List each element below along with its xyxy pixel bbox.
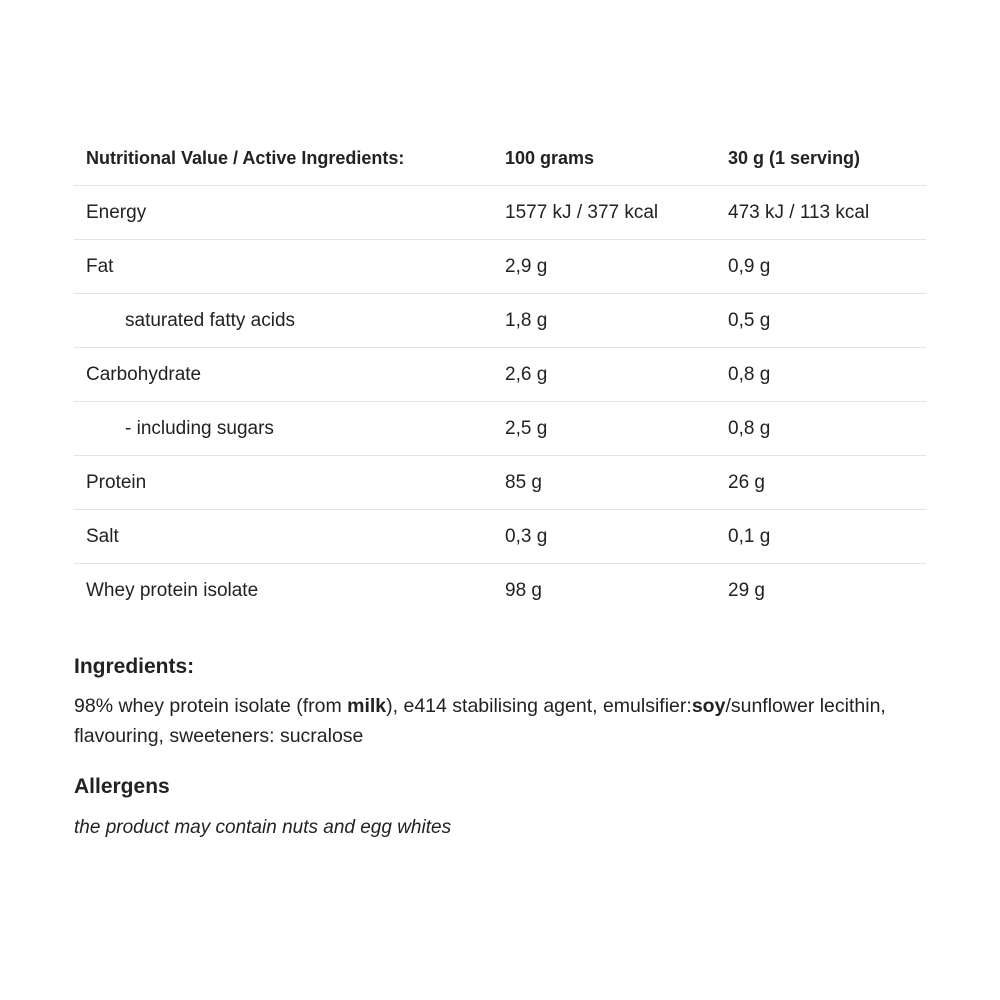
value-per-serving: 0,8 g: [716, 348, 926, 402]
header-per-100g: 100 grams: [493, 132, 716, 186]
value-per-serving: 26 g: [716, 456, 926, 510]
table-row: [74, 186, 926, 240]
table-row: [74, 564, 926, 618]
table-header-row: [74, 132, 926, 186]
ingredients-text-part: /sunflower lecithin, flavouring, sweeteners: sucralose: [74, 695, 886, 747]
nutrition-table: [74, 132, 926, 617]
table-row: [74, 348, 926, 402]
value-per-serving: 0,5 g: [716, 294, 926, 348]
allergen-milk: milk: [347, 695, 387, 717]
nutrient-name: Salt: [74, 510, 493, 564]
nutrient-name: Whey protein isolate: [86, 579, 259, 601]
table-row: [74, 402, 926, 456]
value-per-serving: 0,9 g: [716, 240, 926, 294]
allergens-heading: Allergens: [74, 775, 170, 798]
ingredients-text: [74, 691, 926, 751]
value-per-100g: 98 g: [505, 579, 542, 601]
nutrient-name: Carbohydrate: [74, 348, 493, 402]
nutrient-name: Fat: [74, 240, 493, 294]
value-per-serving: 0,1 g: [716, 510, 926, 564]
nutrient-name: Protein: [74, 456, 493, 510]
value-per-serving: 473 kJ / 113 kcal: [716, 186, 926, 240]
value-per-100g: 1577 kJ / 377 kcal: [493, 186, 716, 240]
value-per-100g: 2,9 g: [493, 240, 716, 294]
allergen-soy: soy: [691, 695, 726, 717]
allergens-text: the product may contain nuts and egg whites: [74, 817, 452, 838]
nutrient-name: Energy: [74, 186, 493, 240]
table-row: [74, 456, 926, 510]
ingredients-text-part: 98% whey protein isolate (from: [74, 695, 348, 717]
table-row: [74, 240, 926, 294]
value-per-100g: 1,8 g: [493, 294, 716, 348]
nutrient-name: - including sugars: [74, 402, 493, 456]
nutrient-name: saturated fatty acids: [74, 294, 493, 348]
ingredients-heading: Ingredients:: [74, 655, 195, 678]
ingredients-text-part: ), e414 stabilising agent, emulsifier:: [386, 695, 692, 717]
value-per-100g: 2,6 g: [493, 348, 716, 402]
header-per-serving: 30 g (1 serving): [716, 132, 926, 186]
value-per-serving: 0,8 g: [716, 402, 926, 456]
value-per-100g: 2,5 g: [493, 402, 716, 456]
value-per-100g: 85 g: [493, 456, 716, 510]
value-per-100g: 0,3 g: [493, 510, 716, 564]
table-row: [74, 294, 926, 348]
value-per-serving: 29 g: [728, 579, 765, 601]
header-nutrient: Nutritional Value / Active Ingredients:: [74, 132, 493, 186]
nutrition-info-page: [74, 132, 926, 839]
table-row: [74, 510, 926, 564]
